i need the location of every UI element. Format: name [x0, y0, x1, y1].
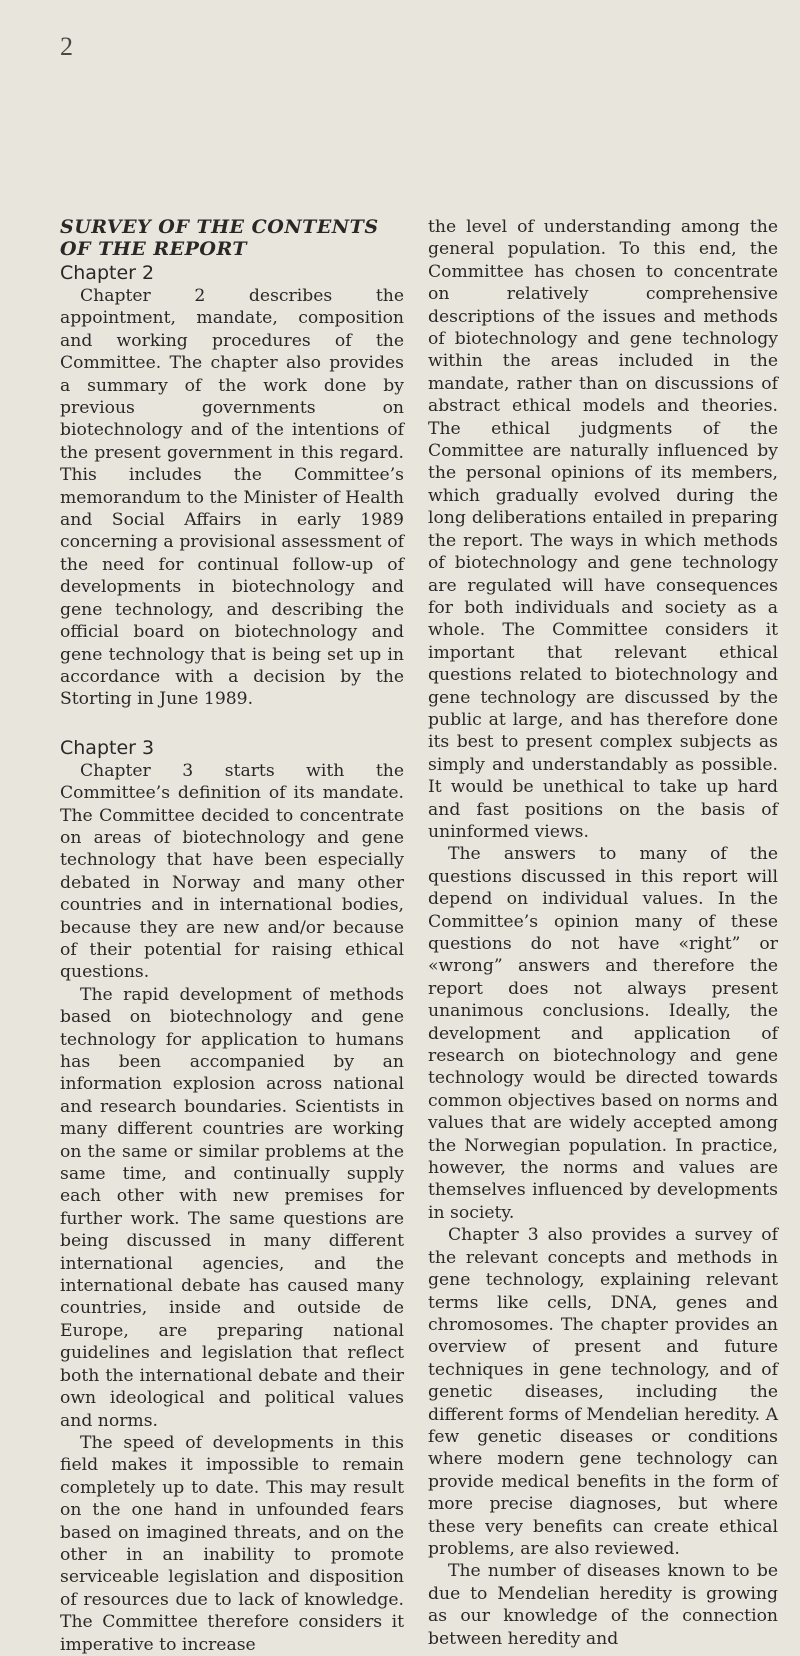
- chapter-3-heading: Chapter 3: [60, 736, 155, 759]
- body-paragraph: Chapter 3 also provides a survey of the relevant concepts and methods in gene technology, explaining relevant terms like cells, DNA, genes and chromosomes. The chapter provides an overview of present and future techniques in gene technology, and of genetic diseases, including the different forms of Mendelian heredity. A few genetic diseases or conditions where modern gene technology can provide medical benefits in the form of more precise diagnoses, but where these very benefits can create ethical problems, are also reviewed.: [428, 1225, 778, 1559]
- chapter-3-paragraph: The speed of developments in this field makes it impossible to remain completely up to date. This may result on the one hand in unfounded fears based on imagined threats, and on the other in an inability to promote serviceable legislation and disposition of resources due to lack of knowledge. The Committee therefore considers it imperative to increase: [60, 1432, 404, 1655]
- body-paragraph: The number of diseases known to be due to Mendelian heredity is growing as our knowledge of the connection between heredity and: [428, 1561, 778, 1649]
- chapter-2-paragraph: Chapter 2 describes the appointment, mandate, composition and working procedures of the Committee. The chapter also provides a summary of the work done by previous governments on biotechnology and of the intentions of the present government in this regard. This includes the Committee’s memorandum to the Minister of Health and Social Affairs in early 1989 concerning a provisional assessment of the need for continual follow-up of developments in biotechnology and gene technology, and describing the official board on biotechnology and gene technology that is being set up in accordance with a decision by the Storting in June 1989.: [60, 286, 404, 710]
- survey-title: SURVEY OF THE CONTENTS OF THE REPORT: [60, 216, 379, 260]
- body-paragraph: The answers to many of the questions discussed in this report will depend on individual values. In the Committee’s opinion many of these questions do not have «right” or «wrong” answers and therefore the report does not always present unanimous conclusions. Ideally, the development and application of research on biotechnology and gene technology would be directed towards common objectives based on norms and values that are widely accepted among the Norwegian population. In practice, however, the norms and values are themselves influenced by developments in society.: [428, 844, 778, 1223]
- chapter-3-paragraph: The rapid development of methods based on biotechnology and gene technology for application to humans has been accompanied by an information explosion across national and research boundaries. Scientists in many different countries are working on the same or similar problems at the same time, and continually supply each other with new premises for further work. The same questions are being discussed in many different international agencies, and the international debate has caused many countries, inside and outside de Europe, are preparing national guidelines and legislation that reflect both the international debate and their own ideological and political values and norms.: [60, 984, 404, 1431]
- left-column: [60, 216, 404, 1656]
- continued-paragraph: the level of understanding among the general population. To this end, the Committee has chosen to concentrate on relatively comprehensive descriptions of the issues and methods of biotechnology and gene technology within the areas included in the mandate, rather than on discussions of abstract ethical models and theories. The ethical judgments of the Committee are naturally influenced by the personal opinions of its members, which gradually evolved during the long deliberations entailed in preparing the report. The ways in which methods of biotechnology and gene technology are regulated will have consequences for both individuals and society as a whole. The Committee considers it important that relevant ethical questions related to biotechnology and gene technology are discussed by the public at large, and has therefore done its best to present complex subjects as simply and understandably as possible. It would be unethical to take up hard and fast positions on the basis of uninformed views.: [428, 217, 778, 842]
- page-number: 2: [60, 32, 73, 61]
- chapter-2-heading: Chapter 2: [60, 262, 155, 284]
- chapter-3-paragraph: Chapter 3 starts with the Committee’s definition of its mandate. The Committee decided to concentrate on areas of biotechnology and gene technology that have been especially debated in Norway and many other countries and in international bodies, because they are new and/or because of their potential for raising ethical questions.: [60, 760, 404, 983]
- right-column: [428, 216, 778, 1650]
